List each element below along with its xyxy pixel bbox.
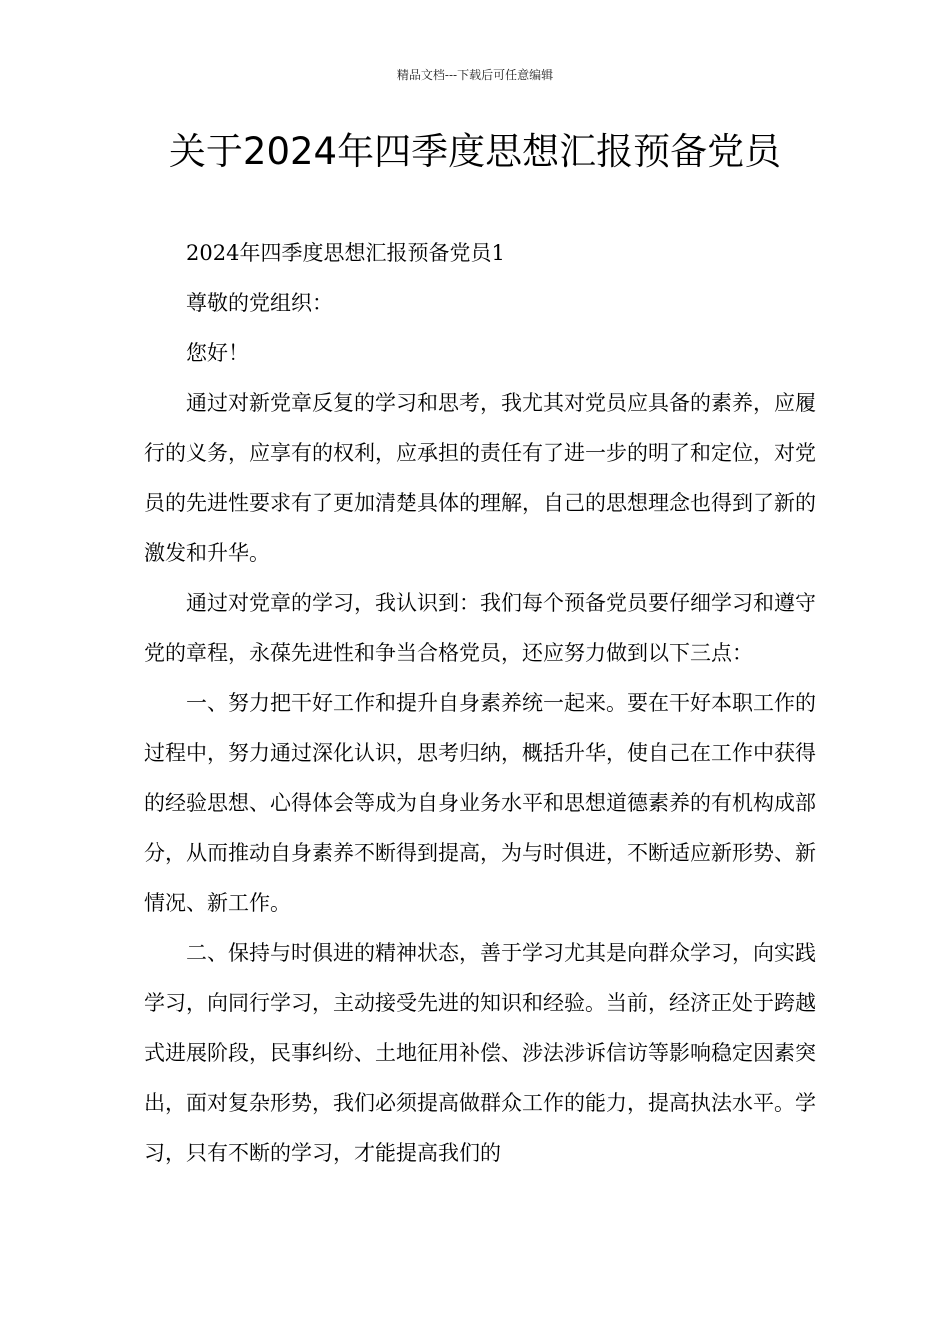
document-title: 关于2024年四季度思想汇报预备党员 [168,130,782,173]
paragraph-body: 通过对党章的学习，我认识到：我们每个预备党员要仔细学习和遵守党的章程，永葆先进性和争当合格党员，还应努力做到以下三点： [144,591,816,665]
paragraph-body: 二、保持与时俱进的精神状态，善于学习尤其是向群众学习，向实践学习，向同行学习，主动接受先进的知识和经验。当前，经济正处于跨越式进展阶段，民事纠纷、土地征用补偿、涉法涉诉信访等影响稳定因素突出，面对复杂形势，我们必须提高做群众工作的能力，提高执法水平。学习，只有不断的学习，才能提高我们的 [144,941,816,1165]
paragraph-body: 通过对新党章反复的学习和思考，我尤其对党员应具备的素养，应履行的义务，应享有的权利，应承担的责任有了进一步的明了和定位，对党员的先进性要求有了更加清楚具体的理解，自己的思想理念也得到了新的激发和升华。 [144,391,816,565]
paragraph-salutation: 尊敬的党组织： [186,291,333,315]
paragraph-greeting: 您好！ [186,341,249,365]
paragraph-subtitle: 2024年四季度思想汇报预备党员1 [186,241,505,265]
paragraph-body: 一、努力把干好工作和提升自身素养统一起来。要在干好本职工作的过程中，努力通过深化认识，思考归纳，概括升华，使自己在工作中获得的经验思想、心得体会等成为自身业务水平和思想道德素养的有机构成部分，从而推动自身素养不断得到提高，为与时俱进，不断适应新形势、新情况、新工作。 [144,691,816,915]
document-body [144,228,816,1178]
header-note: 精品文档---下载后可任意编辑 [396,68,554,82]
